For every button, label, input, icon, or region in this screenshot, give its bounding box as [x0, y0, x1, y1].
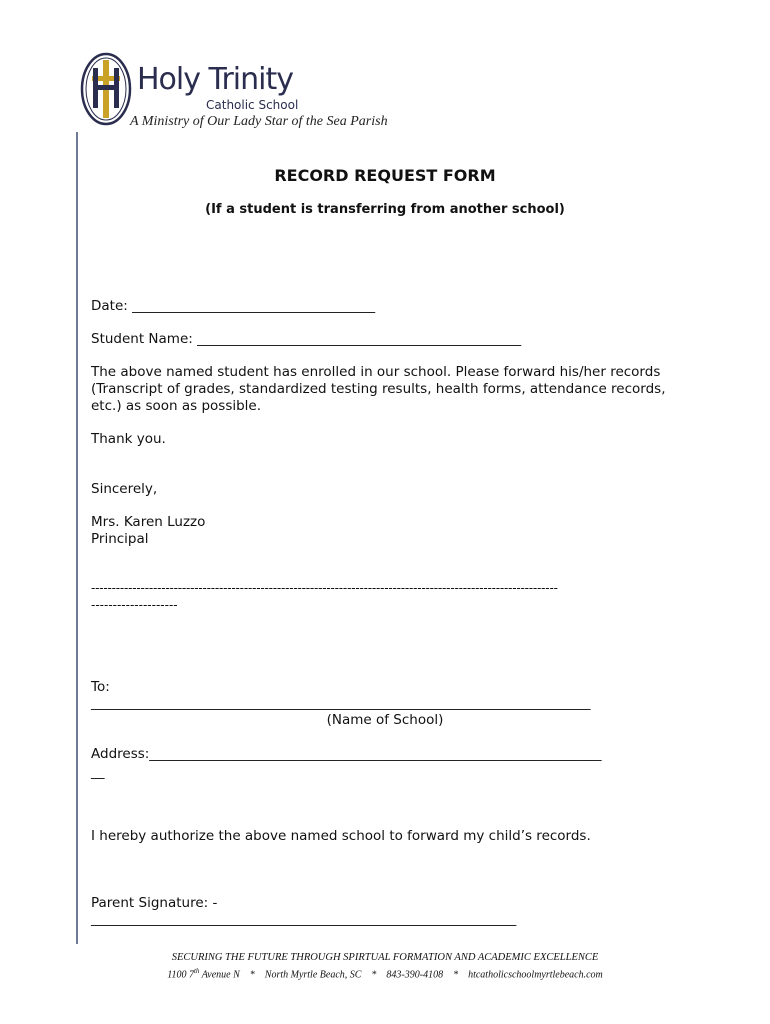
signer-name: Mrs. Karen Luzzo: [91, 514, 206, 530]
authorization-text: I hereby authorize the above named school to forward my child’s records.: [91, 828, 591, 844]
margin-rule: [76, 132, 78, 944]
form-title: RECORD REQUEST FORM: [274, 166, 496, 185]
address-field-continued[interactable]: __: [91, 764, 105, 780]
name-of-school-label: (Name of School): [326, 712, 444, 728]
school-seal-logo: [80, 52, 132, 126]
footer-contact: [0, 965, 770, 981]
ministry-tagline: A Ministry of Our Lady Star of the Sea Parish: [130, 114, 388, 129]
school-name-field[interactable]: __________________________________________________________________________: [91, 695, 591, 711]
student-name-field[interactable]: Student Name: ________________________________________________: [91, 331, 522, 347]
footer-address-sup: th: [193, 967, 200, 975]
footer-address-rest: Avenue N * North Myrtle Beach, SC * 843-390-4108 * htcatholicschoolmyrtlebeach.com: [199, 969, 603, 981]
request-paragraph: The above named student has enrolled in our school. Please forward his/her records (Transcript of grades, standardized testing results, health forms, attendance records, etc.) as soon as possible.: [91, 364, 666, 414]
school-name: Holy Trinity: [137, 62, 293, 97]
separator-line-continued: --------------------: [91, 598, 178, 612]
footer-address-number: 1100 7: [167, 969, 194, 981]
school-subtitle: Catholic School: [206, 98, 299, 112]
footer-motto: SECURING THE FUTURE THROUGH SPIRTUAL FORMATION AND ACADEMIC EXCELLENCE: [171, 952, 599, 963]
signer-title: Principal: [91, 531, 149, 547]
closing-text: Sincerely,: [91, 481, 158, 497]
form-subtitle: (If a student is transferring from another school): [205, 202, 565, 217]
address-field[interactable]: Address:___________________________________________________________________: [91, 746, 602, 762]
date-field[interactable]: Date: ____________________________________: [91, 298, 376, 314]
parent-signature-label: Parent Signature: -: [91, 895, 218, 911]
to-label: To:: [91, 679, 110, 695]
separator-line: -----------------------------------------------------------------------------------------------------------------: [91, 581, 558, 595]
thank-you-text: Thank you.: [91, 431, 166, 447]
parent-signature-field[interactable]: _______________________________________________________________: [91, 911, 517, 927]
